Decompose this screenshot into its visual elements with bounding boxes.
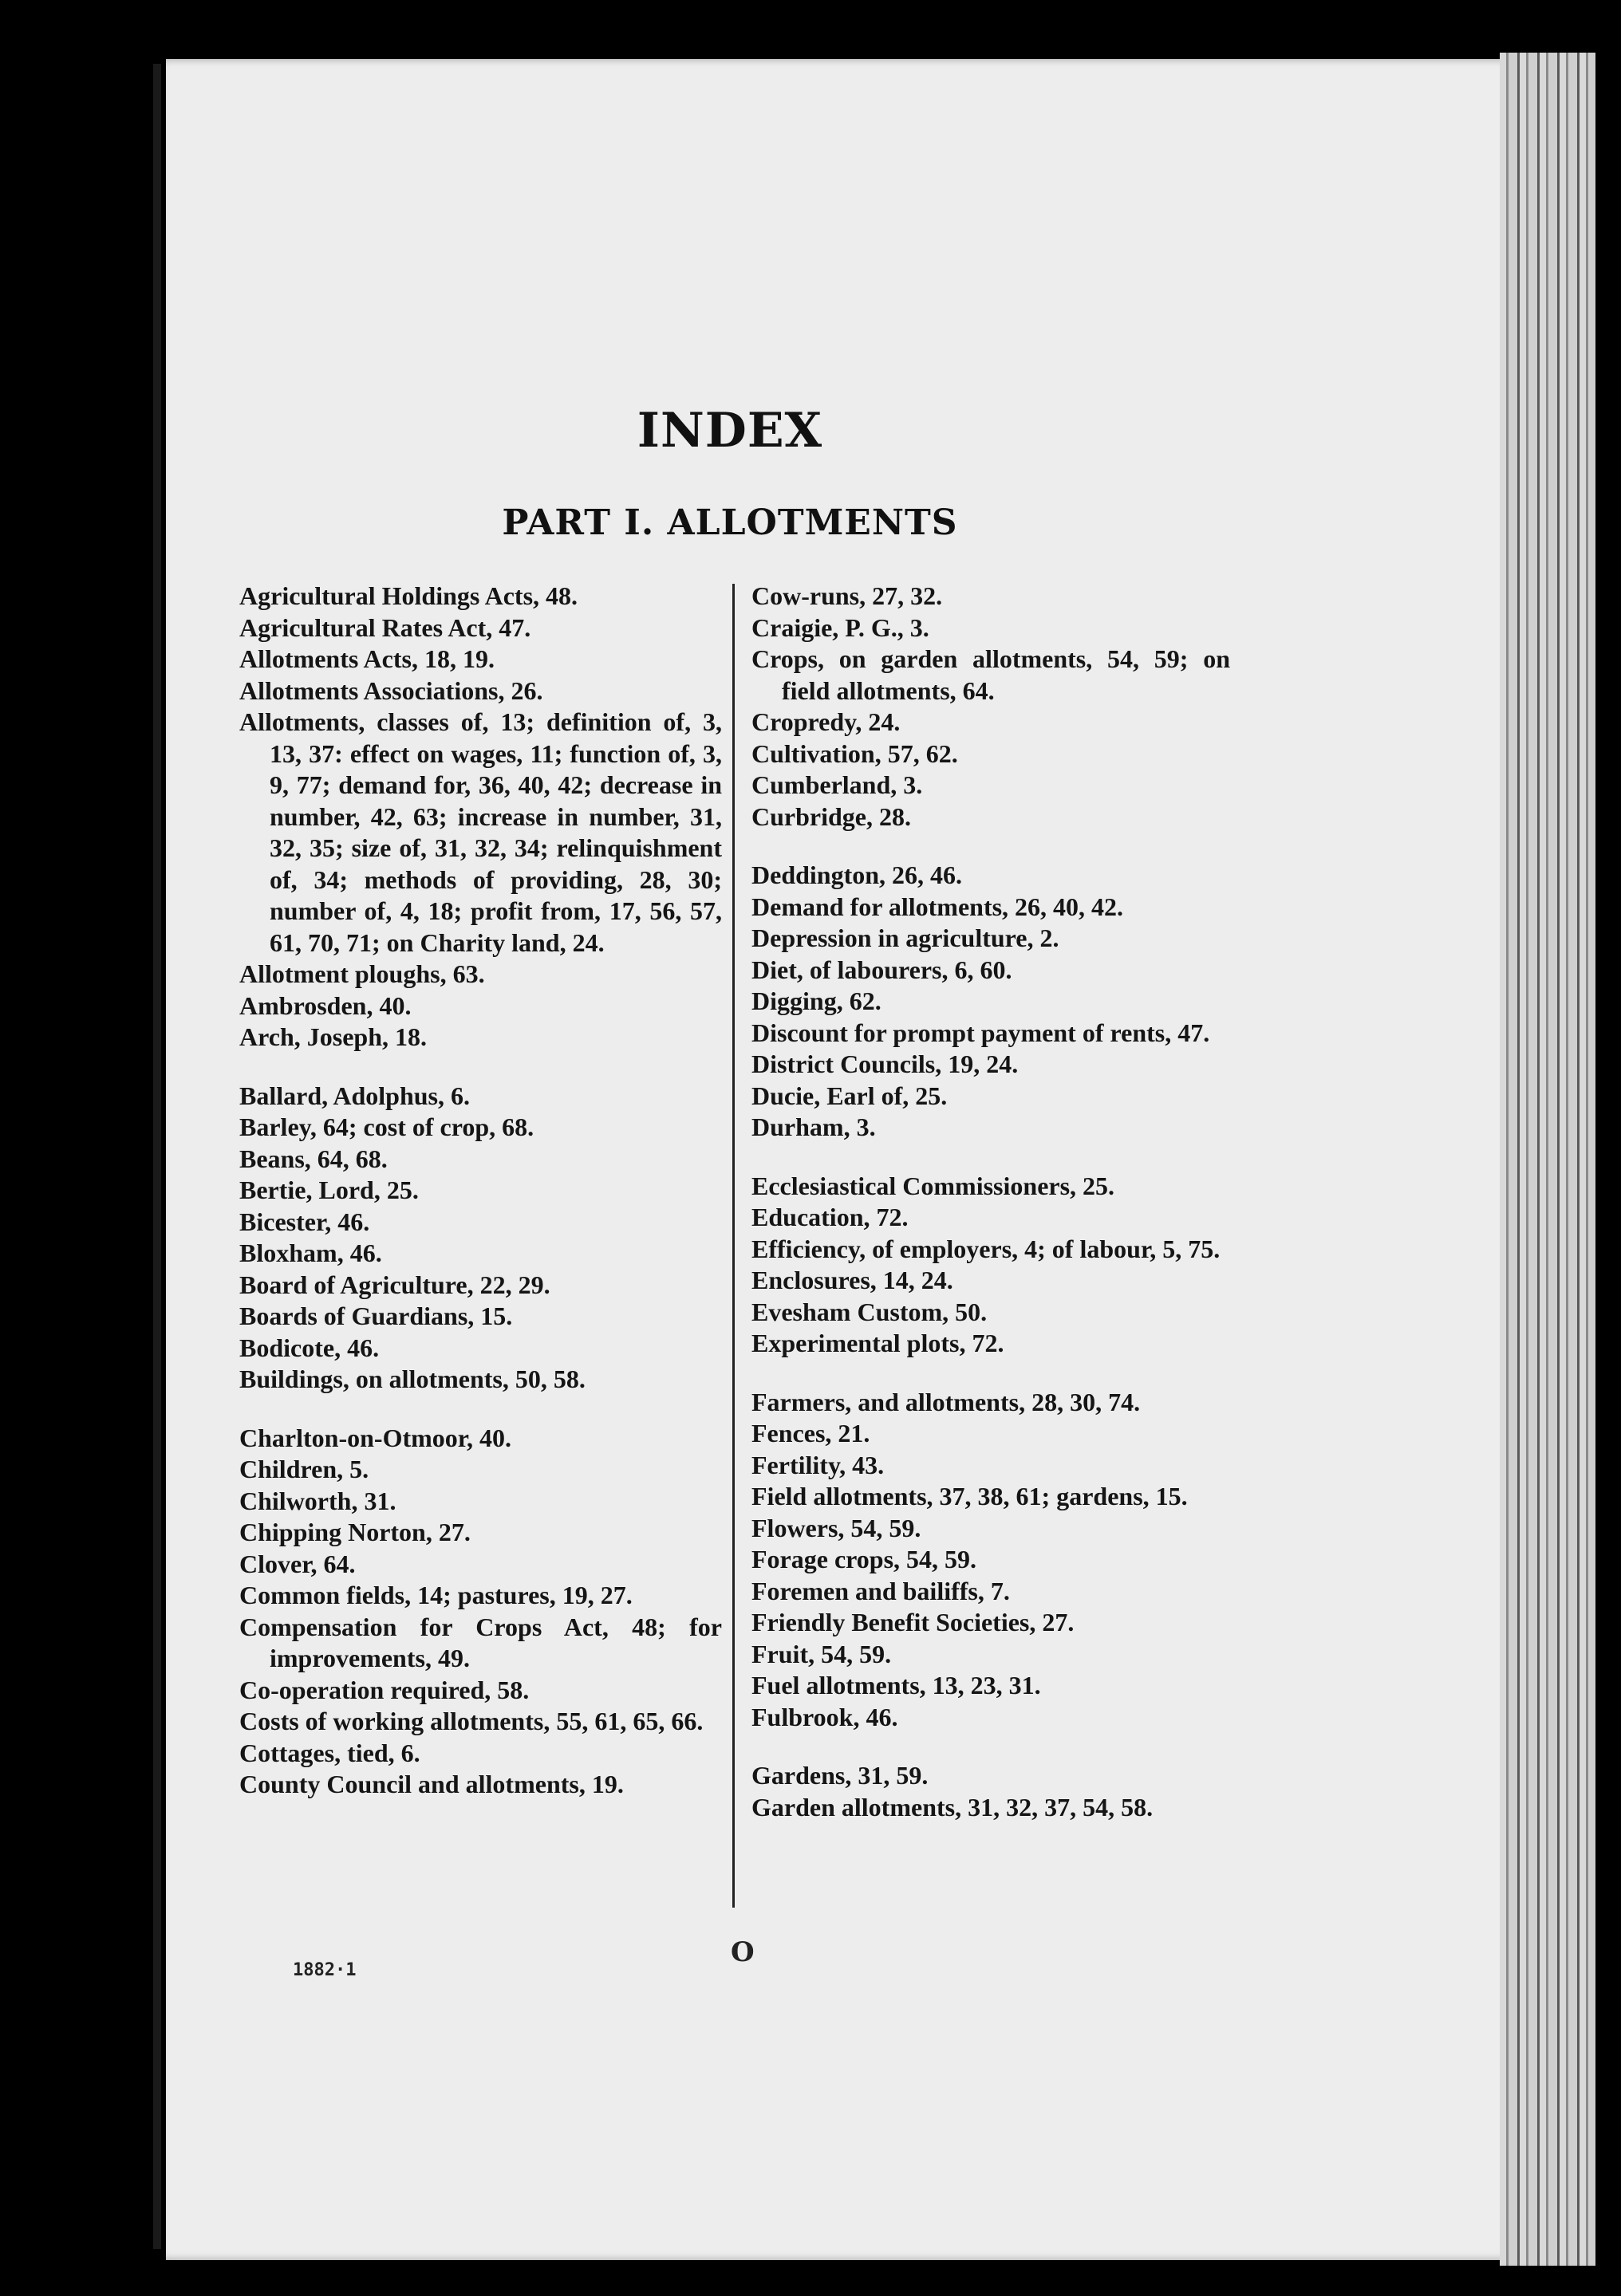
index-entry: Bicester, 46. <box>239 1207 370 1236</box>
index-entry: Allotments Associations, 26. <box>239 675 543 705</box>
index-entry: Co-operation required, 58. <box>239 1675 530 1704</box>
index-entry: Cultivation, 57, 62. <box>751 738 958 768</box>
index-entry: Agricultural Rates Act, 47. <box>239 612 531 642</box>
index-entry: Ambrosden, 40. <box>239 990 412 1020</box>
page-edges <box>1500 53 1595 2266</box>
index-entry: Field allotments, 37, 38, 61; gardens, 15. <box>751 1482 1188 1510</box>
index-entry: Barley, 64; cost of crop, 68. <box>239 1113 534 1141</box>
column-divider <box>732 584 735 1908</box>
index-entry: Fulbrook, 46. <box>751 1702 898 1731</box>
signature-letter: O <box>731 1936 755 1968</box>
binding-edge <box>153 64 161 2249</box>
index-entry: Allotment ploughs, 63. <box>239 959 485 988</box>
index-entry: Fruit, 54, 59. <box>751 1639 892 1668</box>
index-entry: Farmers, and allotments, 28, 30, 74. <box>751 1387 1141 1416</box>
index-entry: Bodicote, 46. <box>239 1333 380 1362</box>
page-title: INDEX <box>637 403 823 459</box>
index-entry: Common fields, 14; pastures, 19, 27. <box>239 1581 633 1609</box>
index-entry: Enclosures, 14, 24. <box>751 1266 953 1294</box>
index-entry: Ducie, Earl of, 25. <box>751 1081 948 1110</box>
index-entry: Buildings, on allotments, 50, 58. <box>239 1365 586 1393</box>
index-entry: Cumberland, 3. <box>751 770 923 799</box>
index-entry: Fertility, 43. <box>751 1450 885 1479</box>
index-entry: Board of Agriculture, 22, 29. <box>239 1270 550 1299</box>
index-entry: Discount for prompt payment of rents, 47. <box>751 1018 1210 1047</box>
index-entry: Agricultural Holdings Acts, 48. <box>239 581 578 610</box>
section-gap <box>751 1360 1230 1387</box>
index-entry: Arch, Joseph, 18. <box>239 1022 427 1051</box>
section-gap <box>751 1144 1230 1171</box>
index-entry: Chipping Norton, 27. <box>239 1518 471 1546</box>
index-entry: Depression in agriculture, 2. <box>751 924 1059 952</box>
section-gap <box>239 1396 722 1423</box>
part-heading: PART I. ALLOTMENTS <box>502 502 958 543</box>
index-entry: Boards of Guardians, 15. <box>239 1302 513 1330</box>
index-entry: Evesham Custom, 50. <box>751 1297 988 1326</box>
section-gap <box>239 1053 722 1081</box>
index-entry: Forage crops, 54, 59. <box>751 1545 977 1573</box>
index-entry: Experimental plots, 72. <box>751 1329 1004 1357</box>
index-entry: Crops, on garden allotments, 54, 59; on field allotments, 64. <box>751 644 1230 705</box>
section-gap <box>751 833 1230 860</box>
index-entry: District Councils, 19, 24. <box>751 1050 1019 1078</box>
index-entry: Diet, of labourers, 6, 60. <box>751 955 1012 984</box>
index-entry: Charlton-on-Otmoor, 40. <box>239 1423 512 1452</box>
index-entry: Durham, 3. <box>751 1113 876 1141</box>
index-entry: Friendly Benefit Societies, 27. <box>751 1608 1075 1636</box>
index-entry: Fuel allotments, 13, 23, 31. <box>751 1671 1041 1699</box>
index-entry: Ballard, Adolphus, 6. <box>239 1081 470 1110</box>
index-entry: Craigie, P. G., 3. <box>751 612 929 642</box>
index-entry: Cow-runs, 27, 32. <box>751 581 943 610</box>
index-entry: Cropredy, 24. <box>751 707 901 736</box>
index-entry: Children, 5. <box>239 1455 369 1483</box>
index-entry: Gardens, 31, 59. <box>751 1761 929 1790</box>
index-entry: Garden allotments, 31, 32, 37, 54, 58. <box>751 1792 1154 1821</box>
index-entry: Compensation for Crops Act, 48; for improvements, 49. <box>239 1612 722 1672</box>
index-entry: Deddington, 26, 46. <box>751 861 963 889</box>
index-entry: Allotments Acts, 18, 19. <box>239 644 495 673</box>
index-entry: Bloxham, 46. <box>239 1239 382 1267</box>
index-entry: Efficiency, of employers, 4; of labour, 5, 75. <box>751 1234 1221 1263</box>
index-entry: Flowers, 54, 59. <box>751 1513 921 1542</box>
index-entry: Allotments, classes of, 13; definition of, 3, 13, 37: effect on wages, 11; function of, 3, 9, 77; demand for, 36, 40, 42; decrease in number, 42, 63; increase in number, 31, 32, 35; size of, 31, 32, 34; relinquishment of, 34; methods of providing, 28, 30; number of, 4, 18; profit from, 17, 56, 57, 61, 70, 71; on Charity land, 24. <box>239 707 722 957</box>
index-entry: Bertie, Lord, 25. <box>239 1176 419 1204</box>
index-entry: Digging, 62. <box>751 987 881 1015</box>
index-column-left <box>239 581 722 1801</box>
index-entry: Education, 72. <box>751 1203 909 1231</box>
index-entry: Ecclesiastical Commissioners, 25. <box>751 1171 1115 1200</box>
index-column-right <box>751 581 1230 1823</box>
signature-mark: 1882·1 <box>293 1960 357 1980</box>
index-entry: County Council and allotments, 19. <box>239 1770 624 1798</box>
index-entry: Foremen and bailiffs, 7. <box>751 1576 1010 1605</box>
section-gap <box>751 1733 1230 1760</box>
index-entry: Curbridge, 28. <box>751 801 911 831</box>
index-entry: Fences, 21. <box>751 1419 870 1447</box>
index-entry: Beans, 64, 68. <box>239 1144 388 1173</box>
index-entry: Clover, 64. <box>239 1549 356 1578</box>
index-entry: Cottages, tied, 6. <box>239 1738 420 1767</box>
index-entry: Chilworth, 31. <box>239 1486 396 1515</box>
index-entry: Costs of working allotments, 55, 61, 65, 66. <box>239 1707 704 1735</box>
index-entry: Demand for allotments, 26, 40, 42. <box>751 892 1124 921</box>
